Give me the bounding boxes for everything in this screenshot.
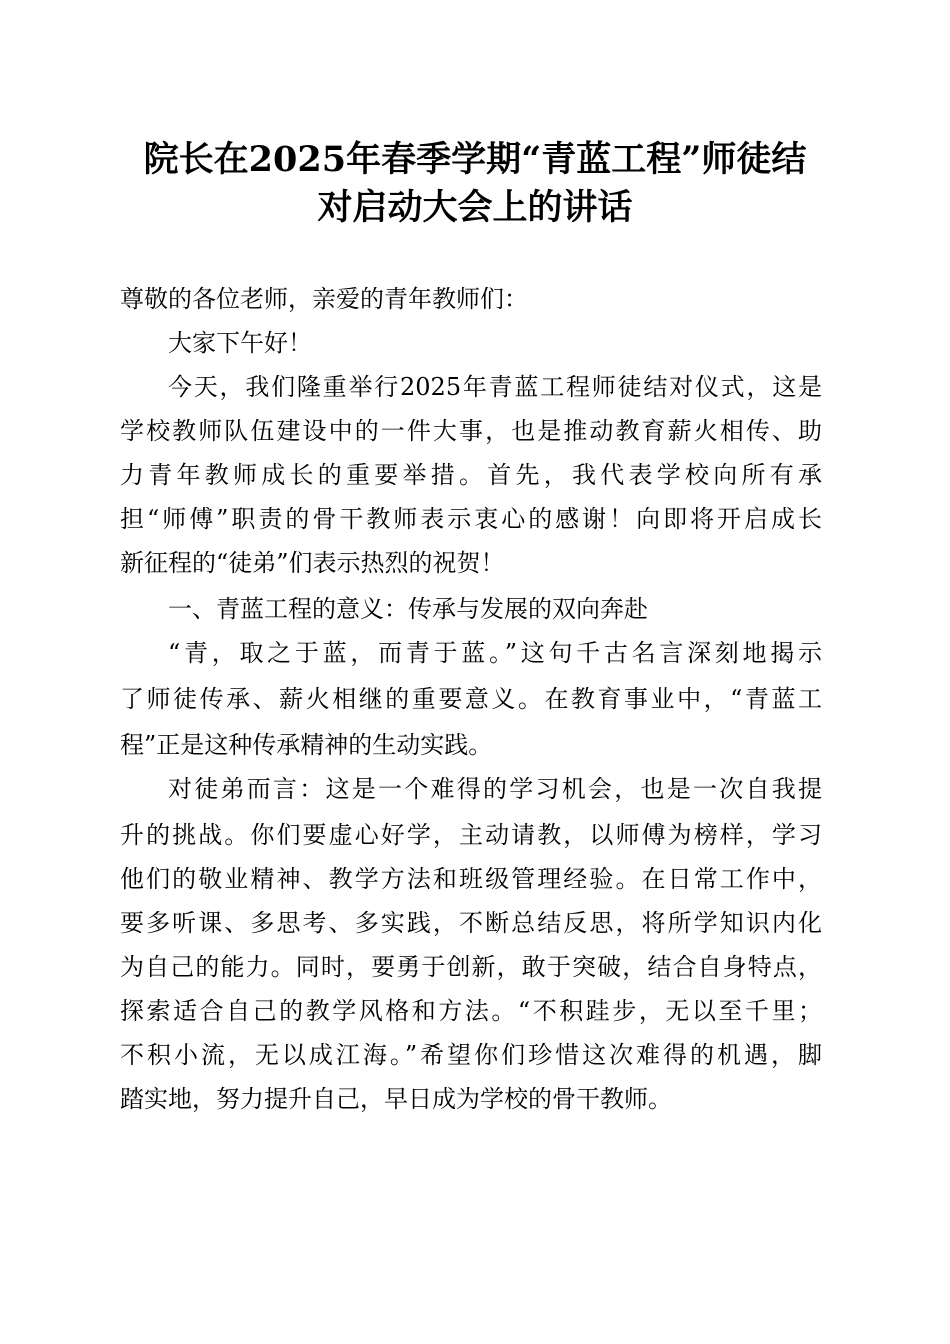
- quote-line: 程”正是这种传承精神的生动实践。: [120, 731, 493, 759]
- document-title-line-2: 对启动大会上的讲话: [317, 187, 633, 228]
- apprentice-line: 要多听课、多思考、多实践，不断总结反思，将所学知识内化: [120, 909, 822, 937]
- document-title-line-1: 院长在2025年春季学期“青蓝工程”师徒结: [143, 139, 807, 180]
- apprentice-line: 为自己的能力。同时，要勇于创新，敢于突破，结合自身特点，: [120, 953, 822, 981]
- intro-line: 新征程的“徒弟”们表示热烈的祝贺！: [120, 549, 505, 577]
- intro-line: 学校教师队伍建设中的一件大事，也是推动教育薪火相传、助: [120, 417, 822, 445]
- apprentice-line: 不积小流，无以成江海。”希望你们珍惜这次难得的机遇，脚: [120, 1041, 822, 1069]
- apprentice-line: 踏实地，努力提升自己，早日成为学校的骨干教师。: [120, 1085, 672, 1113]
- section-heading: 一、青蓝工程的意义：传承与发展的双向奔赴: [168, 595, 648, 623]
- apprentice-line: 探索适合自己的教学风格和方法。“不积跬步，无以至千里；: [120, 997, 822, 1025]
- salutation: 尊敬的各位老师，亲爱的青年教师们：: [120, 285, 528, 313]
- intro-line: 力青年教师成长的重要举措。首先，我代表学校向所有承: [120, 461, 822, 489]
- quote-line: “青，取之于蓝，而青于蓝。”这句千古名言深刻地揭示: [168, 639, 822, 667]
- apprentice-line: 升的挑战。你们要虚心好学，主动请教，以师傅为榜样，学习: [120, 821, 822, 849]
- intro-line: 担“师傅”职责的骨干教师表示衷心的感谢！向即将开启成长: [120, 505, 822, 533]
- intro-line: 今天，我们隆重举行2025年青蓝工程师徒结对仪式，这是: [168, 373, 822, 401]
- greeting: 大家下午好！: [168, 329, 312, 357]
- quote-line: 了师徒传承、薪火相继的重要意义。在教育事业中，“青蓝工: [120, 685, 822, 713]
- apprentice-line: 对徒弟而言：这是一个难得的学习机会，也是一次自我提: [168, 775, 822, 803]
- apprentice-line: 他们的敬业精神、教学方法和班级管理经验。在日常工作中，: [120, 865, 822, 893]
